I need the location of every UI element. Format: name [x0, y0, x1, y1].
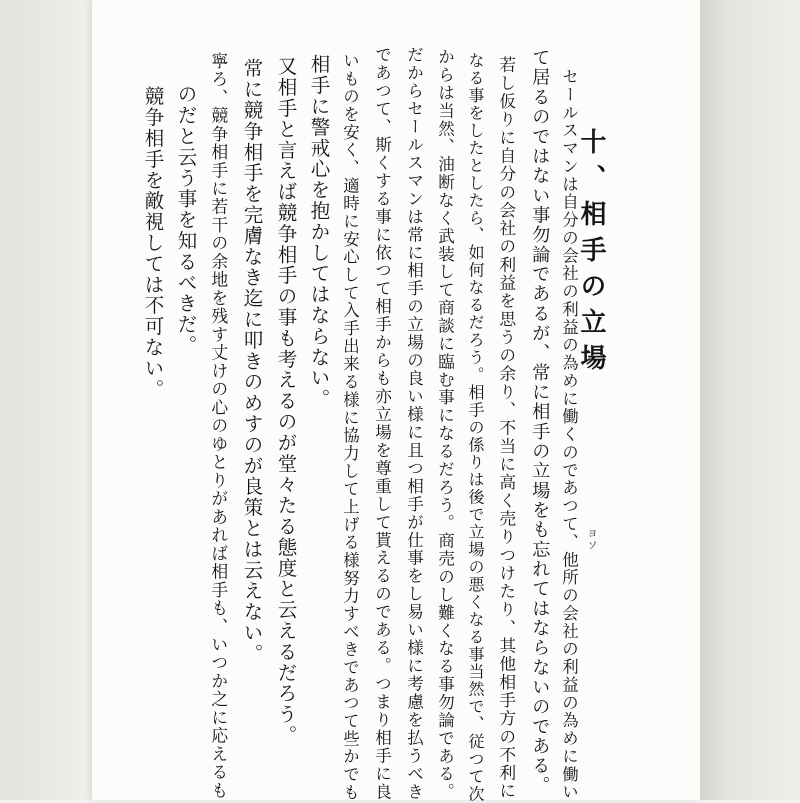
text-line-3: 若し仮りに自分の会社の利益を思うの余り、不当に高く売りつけたり、其他相手方の不利に [496, 56, 517, 801]
ruby-annotation: ヨソ [585, 528, 596, 552]
section-heading: 十、相手の立場 [576, 128, 606, 380]
text-line-7: であつて、斯くする事に依つて相手からも亦立場を尊重して貰えるのである。つまり相手に良 [372, 46, 392, 801]
text-line-4: なる事をしたとしたら、如何なるだろう。相手の係りは後で立場の悪くなる事当然で、従つて次 [466, 52, 486, 803]
text-line-2: て居るのではない事勿論であるが、常に相手の立場をも忘れてはならないのである。 [529, 48, 551, 796]
text-line-5: からは当然、油断なく武装して商談に臨む事になるだろう。商売のし難くなる事勿論である。 [435, 48, 455, 802]
page-edge-shadow [700, 0, 800, 800]
text-line-14: 競争相手を敵視しては不可ない。 [141, 86, 165, 400]
text-line-11: 常に競争相手を完膚なき迄に叩きのめすのが良策とは云えない。 [240, 58, 264, 665]
text-line-8: いものを安く、適時に安心して入手出来る様に協力して上げる様努力すべきであつて些かでも [340, 52, 360, 802]
background-desk [0, 0, 95, 800]
text-line-13: のだと云う事を知るべきだ。 [174, 84, 198, 356]
text-line-12: 寧ろ、競争相手に若干の余地を残す丈けの心のゆとりがあれば相手も、いつか之に応えるも [208, 52, 229, 800]
text-line-6: だからセールスマンは常に相手の立場の良い様に且つ相手が仕事をし易い様に考慮を払うべき [404, 46, 424, 801]
text-line-1: セールスマンは自分の会社の利益の為めに働くのであつて、他所の会社の利益の為めに働い [559, 68, 579, 802]
text-line-9: 相手に警戒心を抱かしてはならない。 [307, 54, 331, 410]
text-line-10: 又相手と言えば競争相手の事も考えるのが堂々たる態度と云えるだろう。 [274, 56, 298, 746]
